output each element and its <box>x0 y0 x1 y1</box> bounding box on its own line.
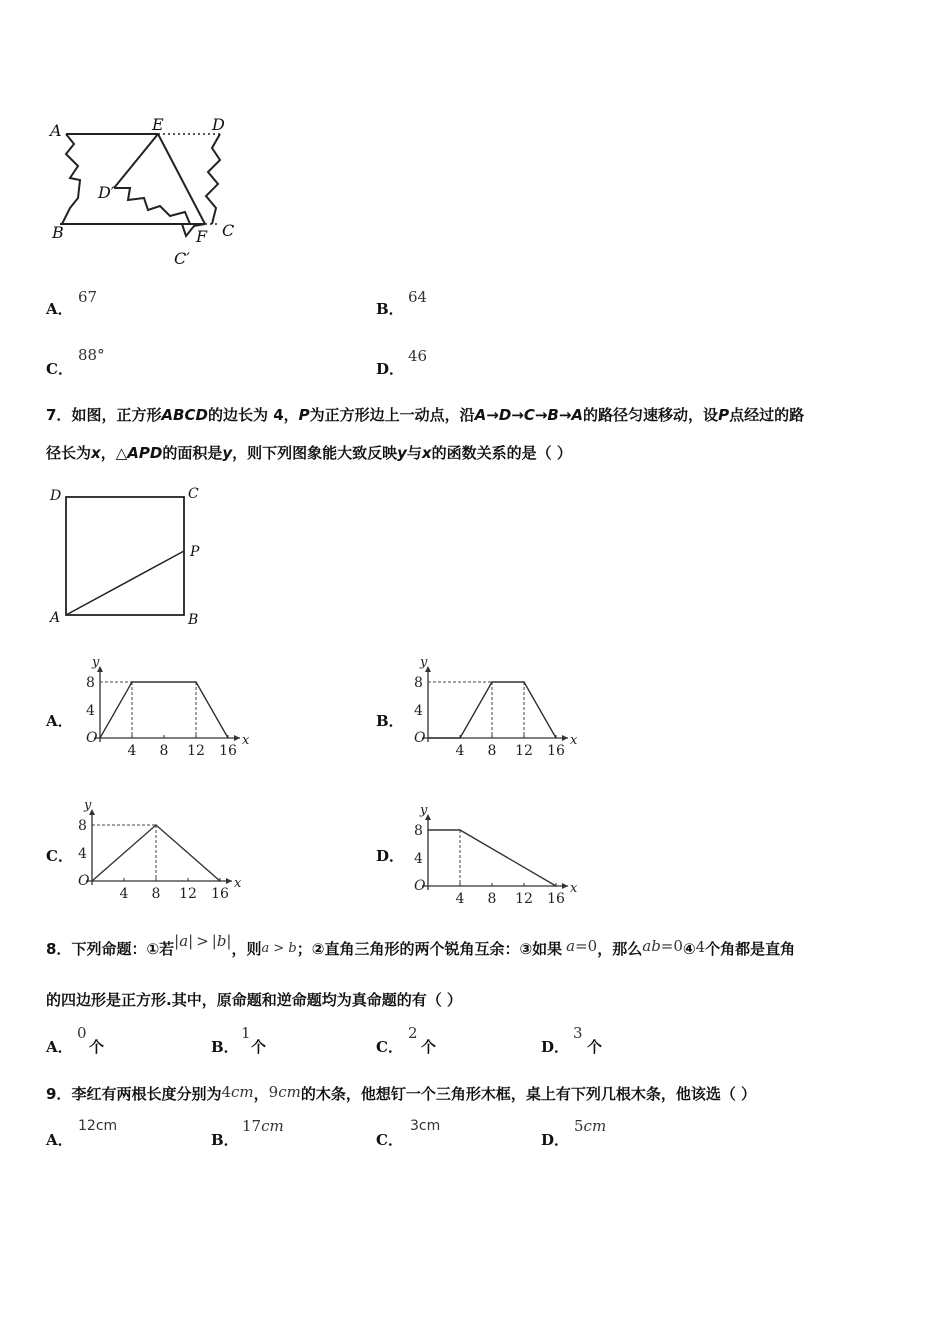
x-tick-label: 12 <box>515 743 533 757</box>
q7-text: 的面积是 <box>162 444 223 462</box>
q8-option-d-label: D． <box>541 1038 570 1056</box>
q8-a: a <box>566 937 576 955</box>
q8-abs-b: |b| <box>211 932 232 950</box>
q7-option-a-label: A． <box>46 712 73 730</box>
square-label-p: P <box>190 544 200 560</box>
q8-option-b-num: 1 <box>241 1024 251 1042</box>
q9-unit2: cm <box>278 1083 301 1101</box>
x-tick-label: 16 <box>547 743 565 757</box>
q9-text: 李红有两根长度分别为 <box>71 1085 222 1103</box>
label-d: D <box>212 115 225 134</box>
q9-option-b-value-wrap <box>242 1116 284 1135</box>
q6-option-b-label: B． <box>376 300 404 318</box>
label-cprime: C′ <box>174 249 190 268</box>
q7-text: ，则下列图象能大致反映 <box>232 444 398 462</box>
q9-option-a-value: 12cm <box>78 1118 118 1134</box>
origin-label: O <box>78 873 90 889</box>
q9-line <box>46 1083 756 1104</box>
q8-text: ④ <box>682 940 696 958</box>
square-figure <box>40 480 220 630</box>
q9-unit1: cm <box>231 1083 254 1101</box>
q7-var-x: x <box>91 444 101 462</box>
x-tick-label: 8 <box>487 891 497 905</box>
origin-label: O <box>414 730 426 746</box>
x-axis-arrow <box>234 735 240 741</box>
q8-text: 下列命题：①若 <box>71 940 175 958</box>
x-tick-label: 12 <box>187 743 205 757</box>
q9-text: 的木条，他想钉一个三角形木框，桌上有下列几根木条，他该选（ ） <box>300 1085 757 1103</box>
origin-label: O <box>414 878 426 894</box>
y-tick-label: 8 <box>78 818 87 834</box>
x-tick-label: 8 <box>151 886 161 900</box>
series-line <box>100 682 228 738</box>
q8-option-c-label: C． <box>376 1038 403 1056</box>
q9-option-d-unit: cm <box>583 1117 607 1135</box>
y-axis-label: y <box>92 655 100 670</box>
data-point <box>427 829 429 831</box>
q9-len2: 9 <box>268 1083 279 1101</box>
q8-option-d-num: 3 <box>573 1024 583 1042</box>
q7-var-y: y <box>222 444 233 462</box>
q8-option-d-unit: 个 <box>587 1038 603 1056</box>
q8-ab: ab <box>642 937 661 955</box>
q9-option-d-label: D． <box>541 1131 570 1149</box>
q8-option-b-label: B． <box>211 1038 239 1056</box>
q8-eq0b: =0 <box>660 937 683 955</box>
q9-option-c-label: C． <box>376 1131 403 1149</box>
q9-option-d-value-wrap <box>574 1116 606 1135</box>
q9-option-b-unit: cm <box>261 1117 284 1135</box>
q8-option-a-unit: 个 <box>89 1038 105 1056</box>
y-tick-label: 4 <box>414 703 423 719</box>
q8-four: 4 <box>695 938 706 956</box>
q8-text: ，那么 <box>597 940 643 958</box>
q7-triangle: APD <box>127 444 163 462</box>
q9-option-b-label: B． <box>211 1131 239 1149</box>
x-tick-label: 8 <box>487 743 497 757</box>
square-label-a: A <box>50 610 61 626</box>
q7-path: A→D→C→B→A <box>474 406 584 424</box>
square-label-c: C <box>188 486 199 502</box>
q6-option-c-value: 88° <box>78 346 105 364</box>
q8-option-c-unit: 个 <box>421 1038 437 1056</box>
data-point <box>131 681 133 683</box>
q7-text: 与 <box>406 444 422 462</box>
q8-number: 8． <box>46 940 72 958</box>
q9-len1: 4 <box>221 1083 231 1101</box>
x-axis-arrow <box>562 735 568 741</box>
q7-text: 的路径匀速移动，设 <box>583 406 719 424</box>
y-axis-label: y <box>420 655 428 670</box>
x-tick-label: 16 <box>211 886 229 900</box>
y-tick-label: 4 <box>78 846 87 862</box>
fold-figure <box>40 108 260 273</box>
x-tick-label: 4 <box>455 891 465 905</box>
q6-option-a-value: 67 <box>78 288 98 306</box>
q8-text: ；②直角三角形的两个锐角互余：③如果 <box>296 940 563 958</box>
x-axis-label: x <box>234 876 242 891</box>
q7-square-name: ABCD <box>161 406 208 424</box>
x-axis-label: x <box>570 733 578 748</box>
data-point <box>99 737 101 739</box>
q9-option-d-value: 5 <box>574 1117 584 1135</box>
label-a: A <box>50 121 62 140</box>
q7-line-1 <box>46 404 804 425</box>
q7-text: 如图，正方形 <box>71 406 162 424</box>
q7-point-p: P <box>718 406 730 424</box>
y-axis-label: y <box>84 798 92 813</box>
data-point <box>91 880 93 882</box>
q9-option-c-value: 3cm <box>410 1118 441 1134</box>
x-tick-label: 8 <box>159 743 169 757</box>
graph-d <box>408 800 598 905</box>
square-label-b: B <box>188 612 199 628</box>
q6-option-d-label: D． <box>376 360 405 378</box>
data-point <box>195 681 197 683</box>
x-tick-label: 12 <box>515 891 533 905</box>
label-b: B <box>52 223 64 242</box>
y-tick-label: 8 <box>86 675 95 691</box>
q8-abs-a: |a| <box>174 932 194 950</box>
q8-option-b-unit: 个 <box>251 1038 267 1056</box>
q6-option-d-value: 46 <box>408 347 428 365</box>
q9-number: 9． <box>46 1085 72 1103</box>
series-line <box>428 830 556 886</box>
q7-text: 点经过的路 <box>729 406 805 424</box>
x-tick-label: 4 <box>127 743 137 757</box>
q9-option-a-label: A． <box>46 1131 73 1149</box>
q7-text: 为正方形边上一动点，沿 <box>309 406 475 424</box>
q8-text: ，则 <box>231 940 262 958</box>
y-tick-label: 4 <box>414 851 423 867</box>
q8-option-a-num: 0 <box>77 1024 87 1042</box>
q8-text: 个角都是直角 <box>705 940 796 958</box>
q7-line-2 <box>46 442 572 463</box>
x-tick-label: 12 <box>179 886 197 900</box>
y-tick-label: 4 <box>86 703 95 719</box>
x-tick-label: 16 <box>547 891 565 905</box>
data-point <box>459 829 461 831</box>
q7-var-y: y <box>397 444 407 462</box>
q8-a-gt-b: a > b <box>261 941 297 956</box>
label-dprime: D′ <box>98 183 115 202</box>
q7-text: 径长为 <box>46 444 92 462</box>
q8-eq0: =0 <box>575 937 598 955</box>
q8-option-a-label: A． <box>46 1038 73 1056</box>
q8-line-1 <box>46 932 796 959</box>
q7-number: 7． <box>46 406 72 424</box>
x-axis-label: x <box>570 881 578 896</box>
q7-option-d-label: D． <box>376 847 405 865</box>
label-c: C <box>222 221 235 240</box>
data-point <box>155 824 157 826</box>
q6-option-c-label: C． <box>46 360 73 378</box>
q7-text: ，△ <box>100 444 128 462</box>
x-tick-label: 4 <box>119 886 129 900</box>
q7-text: 的函数关系的是（ ） <box>431 444 572 462</box>
q8-line-2: 的四边形是正方形.其中，原命题和逆命题均为真命题的有（ ） <box>46 991 462 1009</box>
y-tick-label: 8 <box>414 823 423 839</box>
q7-option-b-label: B． <box>376 712 404 730</box>
data-point <box>491 681 493 683</box>
q7-point-p: P <box>298 406 310 424</box>
x-tick-label: 16 <box>219 743 237 757</box>
q8-option-c-num: 2 <box>408 1024 418 1042</box>
x-axis-label: x <box>242 733 250 748</box>
q7-var-x: x <box>421 444 432 462</box>
y-axis-label: y <box>420 803 428 818</box>
label-e: E <box>152 115 164 134</box>
graph-a <box>80 652 270 757</box>
x-axis-arrow <box>226 878 232 884</box>
square-label-d: D <box>50 488 62 504</box>
graph-c <box>72 795 262 900</box>
x-axis-arrow <box>562 883 568 889</box>
q7-option-c-label: C． <box>46 847 73 865</box>
q6-option-b-value: 64 <box>408 288 428 306</box>
label-f: F <box>196 227 208 246</box>
q9-text: ， <box>253 1085 269 1103</box>
q8-gt: > <box>196 932 209 950</box>
q9-option-b-value: 17 <box>242 1117 262 1135</box>
origin-label: O <box>86 730 98 746</box>
x-tick-label: 4 <box>455 743 465 757</box>
data-point <box>427 737 429 739</box>
y-tick-label: 8 <box>414 675 423 691</box>
q6-option-a-label: A． <box>46 300 73 318</box>
graph-b <box>408 652 598 757</box>
data-point <box>523 681 525 683</box>
q7-text: 的边长为 4， <box>207 406 299 424</box>
